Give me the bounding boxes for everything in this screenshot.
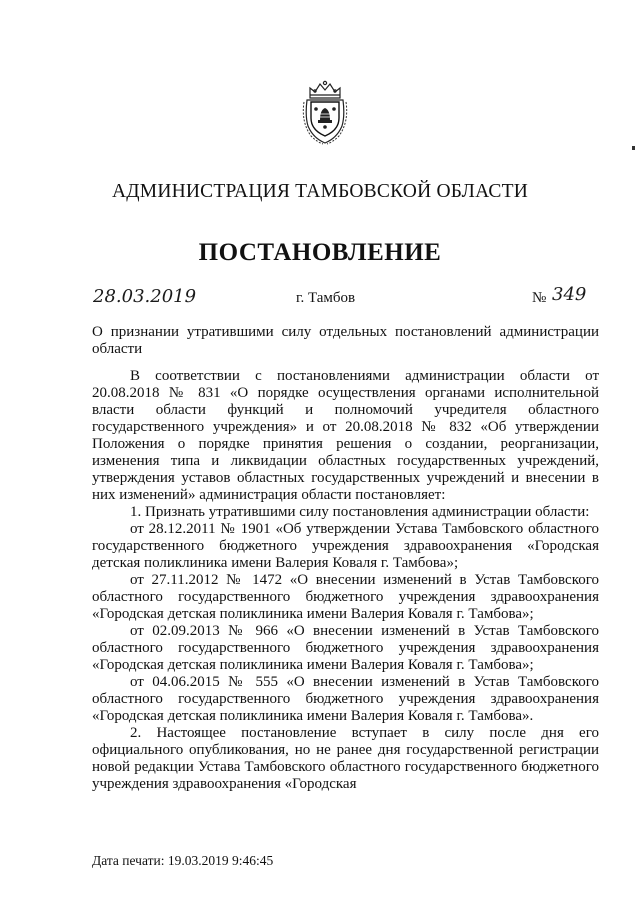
body-paragraph: 1. Признать утратившими силу постановления администрации области: [130,504,590,520]
handwritten-number: 349 [552,284,587,305]
body-paragraph: от 02.09.2013 № 966 «О внесении изменений в Устав Тамбовского областного государственного бюджетного учреждения здравоохранения «Городская детская поликлиника имени Валерия Коваля г. Тамбова»; [92,623,599,673]
body-paragraph: от 28.12.2011 № 1901 «Об утверждении Устава Тамбовского областного государственного бюджетного учреждения здравоохранения «Городская детская поликлиника имени Валерия Коваля г. Тамбова»; [92,521,599,571]
organization-name: АДМИНИСТРАЦИЯ ТАМБОВСКОЙ ОБЛАСТИ [112,181,528,202]
document-subject: О признании утратившими силу отдельных постановлений администрации области [92,324,599,357]
document-type-title: ПОСТАНОВЛЕНИЕ [198,239,442,266]
city-label: г. Тамбов [296,290,356,306]
number-label: № [532,290,547,306]
body-paragraph: от 27.11.2012 № 1472 «О внесении изменений в Устав Тамбовского областного государственного бюджетного учреждения здравоохранения «Городская детская поликлиника имени Валерия Коваля г. Тамбова»; [92,572,599,622]
scan-artifact [632,146,635,150]
handwritten-date: 28.03.2019 [93,286,197,307]
body-paragraph: В соответствии с постановлениями администрации области от 20.08.2018 № 831 «О порядке осуществления органами исполнительной власти области функций и полномочий учредителя областного государственного учреждения» и от 20.08.2018 № 832 «Об утверждении Положения о порядке принятия решения о создании, реорганизации, изменения типа и ликвидации областных государственных учреждений, утверждения уставов областных государственных учреждений и внесении в них изменений» администрация области постановляет: [92,368,599,503]
print-date: Дата печати: 19.03.2019 9:46:45 [92,853,274,868]
tambov-coat-of-arms-icon [301,80,349,146]
body-paragraph: от 04.06.2015 № 555 «О внесении изменений в Устав Тамбовского областного государственного бюджетного учреждения здравоохранения «Городская детская поликлиника имени Валерия Коваля г. Тамбова». [92,674,599,724]
body-paragraph: 2. Настоящее постановление вступает в силу после дня его официального опубликования, но не ранее дня государственной регистрации новой редакции Устава Тамбовского областного государственного бюджетного учреждения здравоохранения «Городская [92,725,599,792]
document-body [92,368,599,793]
